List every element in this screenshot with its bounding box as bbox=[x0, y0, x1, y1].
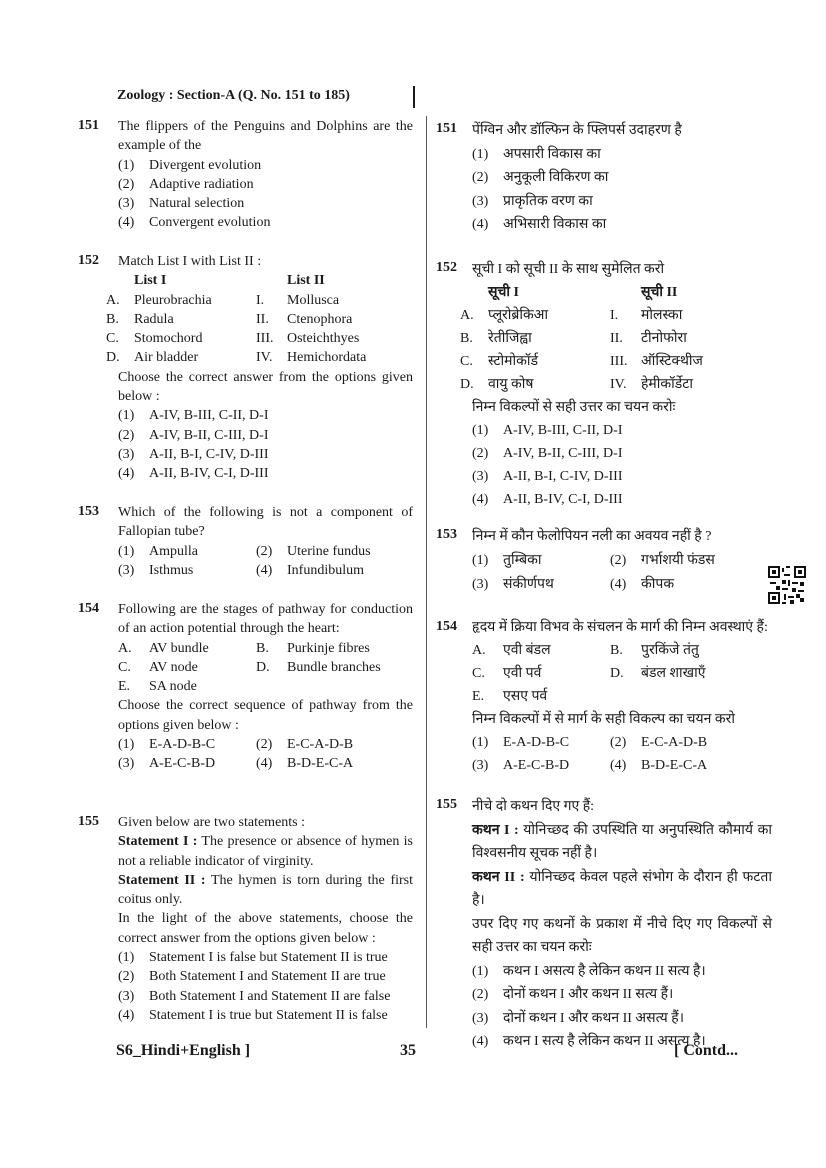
statement-1: Statement I : The presence or absence of hymen is not a reliable indicator of virginity. bbox=[118, 834, 413, 869]
option-3: (3) Both Statement I and Statement II are false bbox=[118, 988, 391, 1004]
statement-2: कथन II : योनिच्छद केवल पहले संभोग के दौरान ही फटता है। bbox=[472, 869, 773, 908]
question-153-en bbox=[118, 503, 413, 580]
footer-continued: [ Contd... bbox=[674, 1042, 739, 1059]
option-4: (4) अभिसारी विकास का bbox=[472, 217, 607, 232]
choose-instruction: Choose the correct sequence of pathway from the options given below : bbox=[118, 698, 413, 733]
question-152-hi bbox=[460, 258, 772, 511]
option-4: (4) A-II, B-IV, C-I, D-III bbox=[118, 466, 269, 482]
match-row-b: B. रेतीजिह्वा II. टीनोफोरा bbox=[460, 331, 687, 346]
option-3: (3) A-II, B-I, C-IV, D-III bbox=[472, 469, 623, 484]
option-3: (3) प्राकृतिक वरण का bbox=[472, 193, 593, 209]
question-number-153: 153 bbox=[78, 504, 99, 519]
stage-e: E. एसए पर्व bbox=[472, 689, 548, 704]
question-text: Given below are two statements : bbox=[118, 815, 306, 830]
question-text: सूची I को सूची II के साथ सुमेलित करो bbox=[472, 262, 665, 277]
match-row-a: A. प्लूरोब्रेकिआ I. मोलस्का bbox=[460, 308, 683, 323]
stages-row-1: A. AV bundle B. Purkinje fibres bbox=[118, 640, 370, 656]
question-number-154-hi: 154 bbox=[436, 619, 457, 634]
option-1: (1) कथन I असत्य है लेकिन कथन II सत्य है। bbox=[472, 963, 706, 979]
statement-2: Statement II : The hymen is torn during the first coitus only. bbox=[118, 872, 413, 908]
option-4: (4) Statement I is true but Statement II is false bbox=[118, 1007, 388, 1023]
question-text: नीचे दो कथन दिए गए हैं: bbox=[472, 799, 595, 814]
choose-instruction: निम्न विकल्पों से सही उत्तर का चयन करोः bbox=[472, 400, 676, 415]
option-1: (1) A-IV, B-III, C-II, D-I bbox=[472, 423, 623, 438]
options-row-1: (1) Ampulla (2) Uterine fundus bbox=[118, 543, 371, 559]
option-3: (3) दोनों कथन I और कथन II असत्य हैं। bbox=[472, 1010, 685, 1026]
option-3: (3) A-II, B-I, C-IV, D-III bbox=[118, 446, 269, 462]
stages-row-2: C. एवी पर्व D. बंडल शाखाएँ bbox=[472, 666, 706, 681]
qr-code-icon bbox=[768, 566, 806, 604]
match-row-a: A. Pleurobrachia I. Mollusca bbox=[106, 292, 340, 308]
match-row-d: D. वायु कोष IV. हेमीकॉर्डेटा bbox=[460, 377, 693, 392]
question-152-en bbox=[106, 252, 413, 484]
stage-e: E. SA node bbox=[118, 679, 197, 695]
list-headers: List I List II bbox=[134, 273, 325, 289]
option-3: (3) Natural selection bbox=[118, 196, 245, 212]
question-155-hi bbox=[472, 795, 772, 1054]
question-151-hi bbox=[472, 119, 772, 237]
options-row-1: (1) तुम्बिका (2) गर्भाशयी फंडस bbox=[472, 553, 715, 568]
choose-instruction: In the light of the above statements, choose the correct answer from the options given below : bbox=[118, 911, 413, 946]
option-1: (1) Divergent evolution bbox=[118, 157, 262, 173]
option-4: (4) A-II, B-IV, C-I, D-III bbox=[472, 492, 623, 507]
option-4: (4) कथन I सत्य है लेकिन कथन II असत्य है। bbox=[472, 1034, 706, 1049]
choose-instruction: निम्न विकल्पों में से मार्ग के सही विकल्प का चयन करो bbox=[472, 712, 736, 727]
option-2: (2) अनुकूली विकिरण का bbox=[472, 170, 609, 185]
question-151-en bbox=[118, 117, 413, 233]
question-number-155-hi: 155 bbox=[436, 797, 457, 812]
choose-instruction: उपर दिए गए कथनों के प्रकाश में नीचे दिए गए विकल्पों से सही उत्तर का चयन करोः bbox=[472, 916, 772, 955]
option-2: (2) Both Statement I and Statement II are true bbox=[118, 969, 386, 985]
option-2: (2) A-IV, B-II, C-III, D-I bbox=[472, 446, 623, 461]
option-1: (1) A-IV, B-III, C-II, D-I bbox=[118, 408, 269, 424]
question-text: Following are the stages of pathway for conduction of an action potential through the heart: bbox=[118, 602, 413, 637]
column-divider bbox=[426, 116, 427, 1028]
question-154-en bbox=[118, 600, 413, 774]
question-153-hi bbox=[472, 525, 772, 597]
option-1: (1) अपसारी विकास का bbox=[472, 146, 601, 162]
question-text: निम्न में कौन फेलोपियन नली का अवयव नहीं है ? bbox=[472, 529, 712, 544]
options-row-1: (1) E-A-D-B-C (2) E-C-A-D-B bbox=[118, 737, 354, 753]
stages-row-2: C. AV node D. Bundle branches bbox=[118, 659, 381, 675]
option-2: (2) Adaptive radiation bbox=[118, 176, 254, 192]
question-number-151: 151 bbox=[78, 118, 99, 133]
question-154-hi bbox=[472, 616, 772, 777]
question-text: पेंग्विन और डॉल्फिन के फ्लिपर्स उदाहरण है bbox=[472, 123, 682, 138]
question-text: हृदय में क्रिया विभव के संचलन के मार्ग की निम्न अवस्थाएं हैं: bbox=[472, 620, 768, 635]
question-number-152: 152 bbox=[78, 253, 99, 268]
option-4: (4) Convergent evolution bbox=[118, 215, 271, 231]
option-2: (2) दोनों कथन I और कथन II सत्य हैं। bbox=[472, 987, 674, 1002]
stages-row-1: A. एवी बंडल B. पुरकिंजे तंतु bbox=[472, 643, 699, 658]
option-1: (1) Statement I is false but Statement II is true bbox=[118, 950, 388, 966]
question-number-152-hi: 152 bbox=[436, 260, 457, 275]
match-row-b: B. Radula II. Ctenophora bbox=[106, 311, 353, 327]
options-row-2: (3) संकीर्णपथ (4) कीपक bbox=[472, 577, 675, 592]
section-title: Zoology : Section-A (Q. No. 151 to 185) bbox=[117, 88, 350, 103]
list-headers: सूची I सूची II bbox=[488, 285, 678, 300]
question-number-155: 155 bbox=[78, 814, 99, 829]
question-text: Which of the following is not a component of Fallopian tube? bbox=[118, 505, 413, 540]
question-text: The flippers of the Penguins and Dolphins are the example of the bbox=[118, 119, 413, 154]
options-row-2: (3) Isthmus (4) Infundibulum bbox=[118, 562, 364, 578]
options-row-2: (3) A-E-C-B-D (4) B-D-E-C-A bbox=[472, 758, 708, 773]
question-number-154: 154 bbox=[78, 601, 99, 616]
option-2: (2) A-IV, B-II, C-III, D-I bbox=[118, 427, 269, 443]
options-row-2: (3) A-E-C-B-D (4) B-D-E-C-A bbox=[118, 756, 354, 772]
match-row-c: C. Stomochord III. Osteichthyes bbox=[106, 331, 360, 347]
question-155-en bbox=[118, 813, 413, 1025]
choose-instruction: Choose the correct answer from the options given below : bbox=[118, 369, 413, 405]
header-bar bbox=[413, 86, 415, 108]
statement-1: कथन I : योनिच्छद की उपस्थिति या अनुपस्थिति कौमार्य का विश्वसनीय सूचक नहीं है। bbox=[472, 822, 772, 861]
page-number: 35 bbox=[400, 1042, 416, 1059]
match-row-c: C. स्टोमोकॉर्ड III. ऑस्टिक्थीज bbox=[460, 354, 703, 369]
footer-series-code: S6_Hindi+English ] bbox=[116, 1042, 251, 1059]
question-number-153-hi: 153 bbox=[436, 527, 457, 542]
question-text: Match List I with List II : bbox=[118, 254, 262, 269]
options-row-1: (1) E-A-D-B-C (2) E-C-A-D-B bbox=[472, 735, 708, 750]
match-row-d: D. Air bladder IV. Hemichordata bbox=[106, 350, 367, 366]
question-number-151-hi: 151 bbox=[436, 121, 457, 136]
